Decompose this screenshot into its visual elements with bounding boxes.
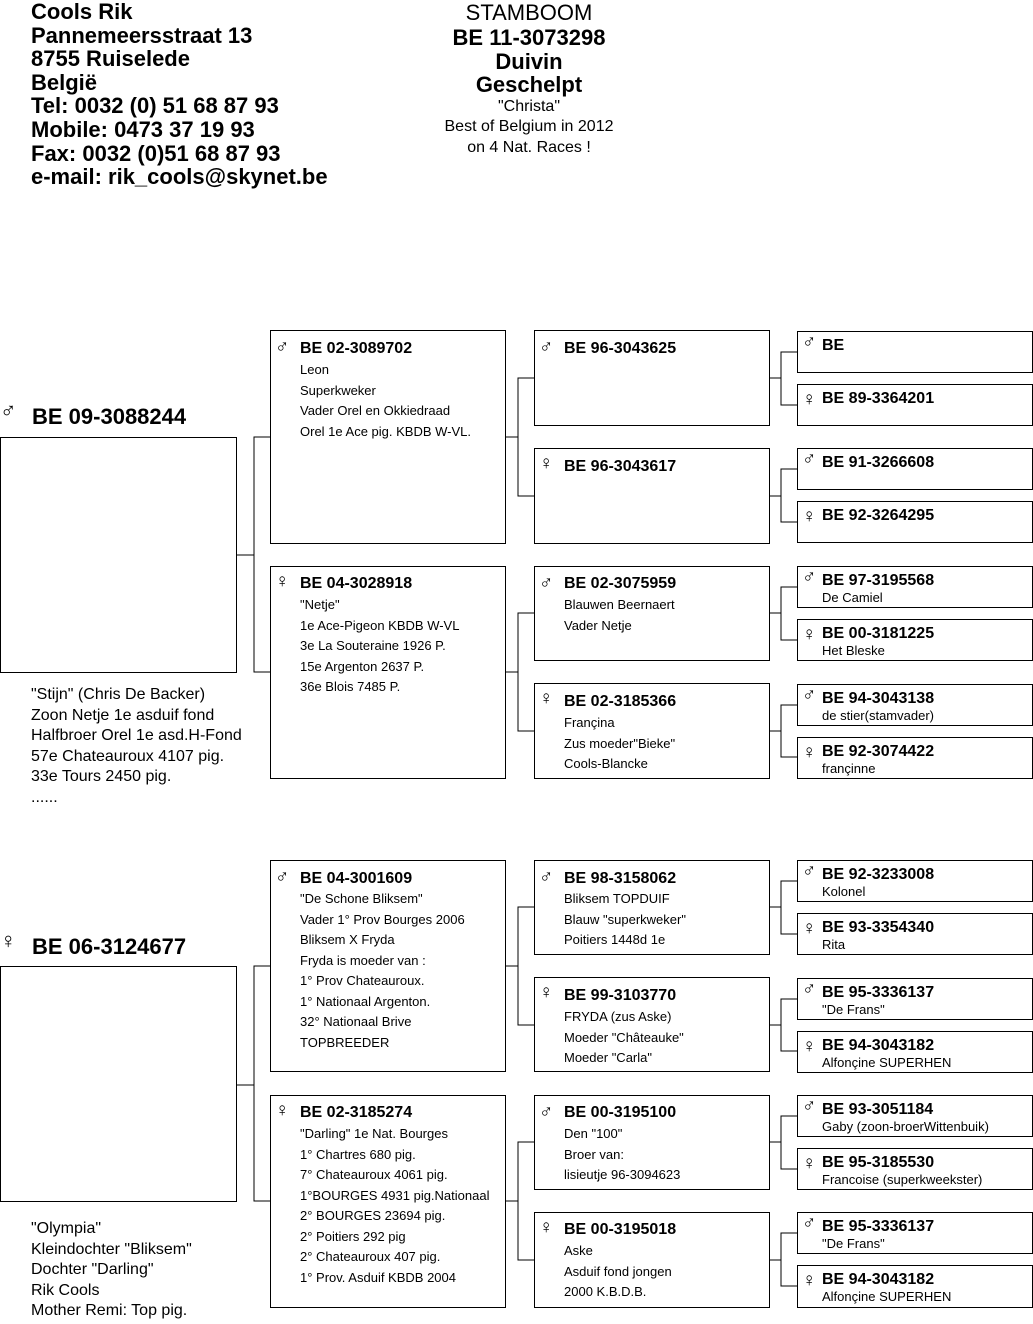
gen3-line: Cools-Blancke (564, 756, 648, 771)
gen2-line: Leon (300, 362, 329, 377)
gen3-line: Den "100" (564, 1126, 623, 1141)
owner-mobile: Mobile: 0473 37 19 93 (31, 116, 255, 142)
mother-notes (31, 1219, 192, 1322)
male-icon: ♂ (539, 867, 554, 888)
mother-note: Rik Cools (31, 1281, 100, 1299)
gen3-card (534, 1212, 770, 1308)
gen4-card (797, 1212, 1033, 1254)
gen2-line: 1e Ace-Pigeon KBDB W-VL (300, 617, 460, 633)
subject-nickname: "Christa" (497, 98, 561, 115)
mother-ring: BE 06-3124677 (32, 934, 187, 959)
gen4-sub: françinne (822, 761, 876, 776)
gen2-line: Fryda is moeder van : (300, 952, 426, 968)
father-ring: BE 09-3088244 (32, 404, 187, 429)
gen2-ring: BE 04-3028918 (300, 575, 413, 592)
male-icon: ♂ (802, 685, 817, 706)
owner-email: e-mail: rik_cools@skynet.be (31, 164, 328, 190)
gen3-card (534, 977, 770, 1072)
gen2-line: 7° Chateauroux 4061 pig. (300, 1167, 448, 1182)
gen4-card (797, 913, 1033, 955)
female-icon: ♀ (275, 571, 290, 592)
gen3-card (534, 330, 770, 426)
gen3-line: Blauwen Beernaert (564, 597, 675, 612)
gen4-ring: BE 94-3043182 (822, 1271, 935, 1288)
gen4-card (797, 619, 1033, 661)
subject-note-1: Best of Belgium in 2012 (444, 118, 614, 135)
gen4-card (797, 448, 1033, 490)
gen2-line: Orel 1e Ace pig. KBDB W-VL. (300, 423, 471, 439)
male-icon: ♂ (802, 332, 817, 353)
female-icon: ♀ (802, 506, 817, 527)
male-icon: ♂ (802, 861, 817, 882)
male-icon: ♂ (802, 567, 817, 588)
gen4-ring: BE 93-3354340 (822, 919, 935, 936)
gen3-lines (564, 595, 675, 636)
subject-sex: Duivin (495, 49, 563, 74)
gen3-ring: BE 02-3075959 (564, 575, 677, 592)
owner-name: Cools Rik (31, 0, 133, 24)
gen3-lines (564, 1007, 684, 1069)
gen3-line: 2000 K.B.D.B. (564, 1284, 647, 1299)
gen4-card (797, 1148, 1033, 1190)
owner-street: Pannemeersstraat 13 (31, 22, 253, 48)
gen2-card (270, 566, 506, 779)
gen3-line: Zus moeder"Bieke" (564, 735, 676, 751)
gen4-ring: BE 91-3266608 (822, 454, 935, 471)
gen2-line: Bliksem X Fryda (300, 932, 395, 947)
gen4-card (797, 566, 1033, 608)
gen2-line: 1° Chartres 680 pig. (300, 1146, 416, 1162)
gen3-lines (564, 1124, 680, 1186)
male-icon: ♂ (275, 337, 290, 358)
gen4-sub: Kolonel (822, 884, 866, 899)
gen4-ring: BE 89-3364201 (822, 390, 935, 407)
gen3-line: Moeder "Châteauke" (564, 1029, 684, 1045)
gen4-card (797, 978, 1033, 1020)
doc-title: STAMBOOM (465, 0, 593, 25)
male-icon: ♂ (539, 1102, 554, 1123)
owner-country: België (31, 69, 98, 95)
gen3-card (534, 683, 770, 779)
gen3-ring: BE 99-3103770 (564, 987, 677, 1004)
gen3-ring: BE 02-3185366 (564, 693, 677, 710)
gen3-lines (564, 1241, 672, 1303)
gen2-line: 1° Nationaal Argenton. (300, 993, 431, 1009)
male-icon: ♂ (802, 449, 817, 470)
male-icon: ♂ (802, 1213, 817, 1234)
gen4-sub: Alfonçine SUPERHEN (822, 1289, 952, 1304)
owner-block (31, 0, 328, 189)
gen3-card (534, 1095, 770, 1190)
gen4-card (797, 684, 1033, 726)
female-icon: ♀ (802, 918, 817, 939)
gen4-card (797, 1031, 1033, 1073)
father-note: Zoon Netje 1e asduif fond (31, 706, 215, 724)
gen4-ring: BE 94-3043138 (822, 690, 935, 707)
gen4-card (797, 331, 1033, 373)
gen2-line: "Netje" (300, 597, 340, 612)
gen4-sub: Gaby (zoon-broerWittenbuik) (822, 1119, 989, 1134)
female-icon: ♀ (802, 389, 817, 410)
gen2-line: 2° Poitiers 292 pig (300, 1228, 406, 1244)
gen4-sub: de stier(stamvader) (822, 708, 934, 723)
gen2-line: Vader Orel en Okkiedraad (300, 403, 451, 418)
gen4-card (797, 1265, 1033, 1308)
gen3-line: Aske (564, 1243, 593, 1258)
gen4-sub: Het Bleske (822, 643, 885, 658)
gen3-line: Broer van: (564, 1146, 624, 1162)
gen4-ring: BE 95-3185530 (822, 1154, 935, 1171)
gen2-line: 2° Chateauroux 407 pig. (300, 1249, 441, 1264)
gen3-card (534, 448, 770, 544)
gen2-lines (300, 1124, 489, 1288)
female-icon: ♀ (802, 742, 817, 763)
gen4-sub: "De Frans" (822, 1002, 885, 1017)
gen3-line: lisieutje 96-3094623 (564, 1167, 681, 1182)
gen3-ring: BE 00-3195018 (564, 1221, 677, 1238)
mother-note: Dochter "Darling" (31, 1261, 154, 1278)
gen4-card (797, 737, 1033, 779)
gen2-ring: BE 02-3089702 (300, 340, 413, 357)
gen4-ring: BE (822, 337, 845, 354)
gen2-ring: BE 04-3001609 (300, 870, 413, 887)
gen4-ring: BE 92-3233008 (822, 866, 935, 883)
gen4-sub: Francoise (superkweekster) (822, 1172, 983, 1187)
gen3-line: Moeder "Carla" (564, 1050, 652, 1065)
gen4-ring: BE 92-3074422 (822, 743, 935, 760)
gen3-lines (564, 889, 686, 951)
gen4-ring: BE 94-3043182 (822, 1037, 935, 1054)
gen2-line: "De Schone Bliksem" (300, 891, 423, 906)
gen2-line: Vader 1° Prov Bourges 2006 (300, 911, 465, 927)
gen2-card (270, 330, 506, 544)
father-note: 57e Chateauroux 4107 pig. (31, 747, 225, 765)
gen2-line: 32° Nationaal Brive (300, 1014, 412, 1029)
female-icon: ♀ (539, 982, 554, 1003)
gen2-line: 1° Prov Chateauroux. (300, 973, 425, 988)
gen4-card (797, 384, 1033, 426)
gen3-card (534, 566, 770, 661)
gen4-ring: BE 95-3336137 (822, 1218, 935, 1235)
male-icon: ♂ (802, 1096, 817, 1117)
female-icon: ♀ (539, 453, 554, 474)
subject-note-2: on 4 Nat. Races ! (467, 139, 591, 156)
gen4-ring: BE 00-3181225 (822, 625, 935, 642)
subject-ring: BE 11-3073298 (452, 25, 606, 50)
gen2-line: 1°BOURGES 4931 pig.Nationaal (300, 1187, 490, 1203)
father-note: "Stijn" (Chris De Backer) (31, 686, 206, 703)
gen4-card (797, 501, 1033, 543)
gen3-line: Poitiers 1448d 1e (564, 932, 666, 947)
subject-color: Geschelpt (475, 72, 583, 97)
female-icon: ♀ (539, 1217, 554, 1238)
father-photo (0, 437, 237, 673)
gen3-lines (564, 713, 675, 775)
owner-fax: Fax: 0032 (0)51 68 87 93 (31, 140, 281, 166)
female-icon: ♀ (275, 1100, 290, 1121)
gen4-ring: BE 93-3051184 (822, 1101, 934, 1118)
male-icon: ♂ (0, 398, 17, 423)
gen3-line: Blauw "superkweker" (564, 911, 686, 927)
mother-note: Mother Remi: Top pig. (31, 1302, 188, 1319)
gen2-card (270, 860, 506, 1072)
gen2-line: 36e Blois 7485 P. (300, 679, 401, 694)
gen3-line: Bliksem TOPDUIF (564, 891, 670, 906)
gen2-lines (300, 360, 471, 442)
gen2-line: TOPBREEDER (300, 1034, 390, 1050)
gen2-line: Superkweker (300, 382, 376, 398)
gen4-sub: Rita (822, 937, 846, 952)
gen4-sub: Alfonçine SUPERHEN (822, 1055, 952, 1070)
gen4-ring: BE 97-3195568 (822, 572, 935, 589)
gen2-card (270, 1095, 506, 1308)
gen4-sub: "De Frans" (822, 1236, 885, 1251)
female-icon: ♀ (802, 624, 817, 645)
pedigree-header (379, 0, 679, 158)
father-notes (31, 685, 242, 808)
father-note: ...... (31, 788, 58, 806)
gen3-ring: BE 96-3043617 (564, 458, 677, 475)
gen3-card (534, 860, 770, 955)
mother-note: Kleindochter "Bliksem" (31, 1240, 192, 1258)
male-icon: ♂ (275, 867, 290, 888)
owner-city: 8755 Ruiselede (31, 46, 190, 72)
gen3-line: Françina (564, 715, 615, 730)
mother-note: "Olympia" (31, 1220, 102, 1237)
gen4-card (797, 860, 1033, 902)
gen4-card (797, 1095, 1033, 1137)
male-icon: ♂ (539, 573, 554, 594)
gen3-line: Vader Netje (564, 617, 632, 633)
gen2-lines (300, 595, 459, 698)
gen3-ring: BE 98-3158062 (564, 870, 677, 887)
gen4-sub: De Camiel (822, 590, 883, 605)
gen3-ring: BE 00-3195100 (564, 1104, 677, 1121)
gen3-line: FRYDA (zus Aske) (564, 1009, 672, 1024)
mother-photo (0, 966, 237, 1202)
female-icon: ♀ (0, 928, 17, 953)
female-icon: ♀ (802, 1036, 817, 1057)
female-icon: ♀ (539, 688, 554, 709)
gen4-ring: BE 95-3336137 (822, 984, 935, 1001)
gen2-line: 1° Prov. Asduif KBDB 2004 (300, 1269, 456, 1285)
gen4-ring: BE 92-3264295 (822, 507, 935, 524)
male-icon: ♂ (802, 979, 817, 1000)
female-icon: ♀ (802, 1153, 817, 1174)
owner-tel: Tel: 0032 (0) 51 68 87 93 (31, 93, 279, 119)
gen3-line: Asduif fond jongen (564, 1263, 672, 1279)
gen2-line: "Darling" 1e Nat. Bourges (300, 1126, 448, 1141)
gen2-line: 2° BOURGES 23694 pig. (300, 1208, 446, 1223)
male-icon: ♂ (539, 337, 554, 358)
gen3-ring: BE 96-3043625 (564, 340, 677, 357)
gen2-line: 3e La Souteraine 1926 P. (300, 638, 446, 653)
gen2-line: 15e Argenton 2637 P. (300, 658, 425, 674)
gen2-lines (300, 889, 465, 1053)
father-note: 33e Tours 2450 pig. (31, 768, 172, 785)
female-icon: ♀ (802, 1270, 817, 1291)
gen2-ring: BE 02-3185274 (300, 1104, 413, 1121)
father-note: Halfbroer Orel 1e asd.H-Fond (31, 727, 242, 744)
